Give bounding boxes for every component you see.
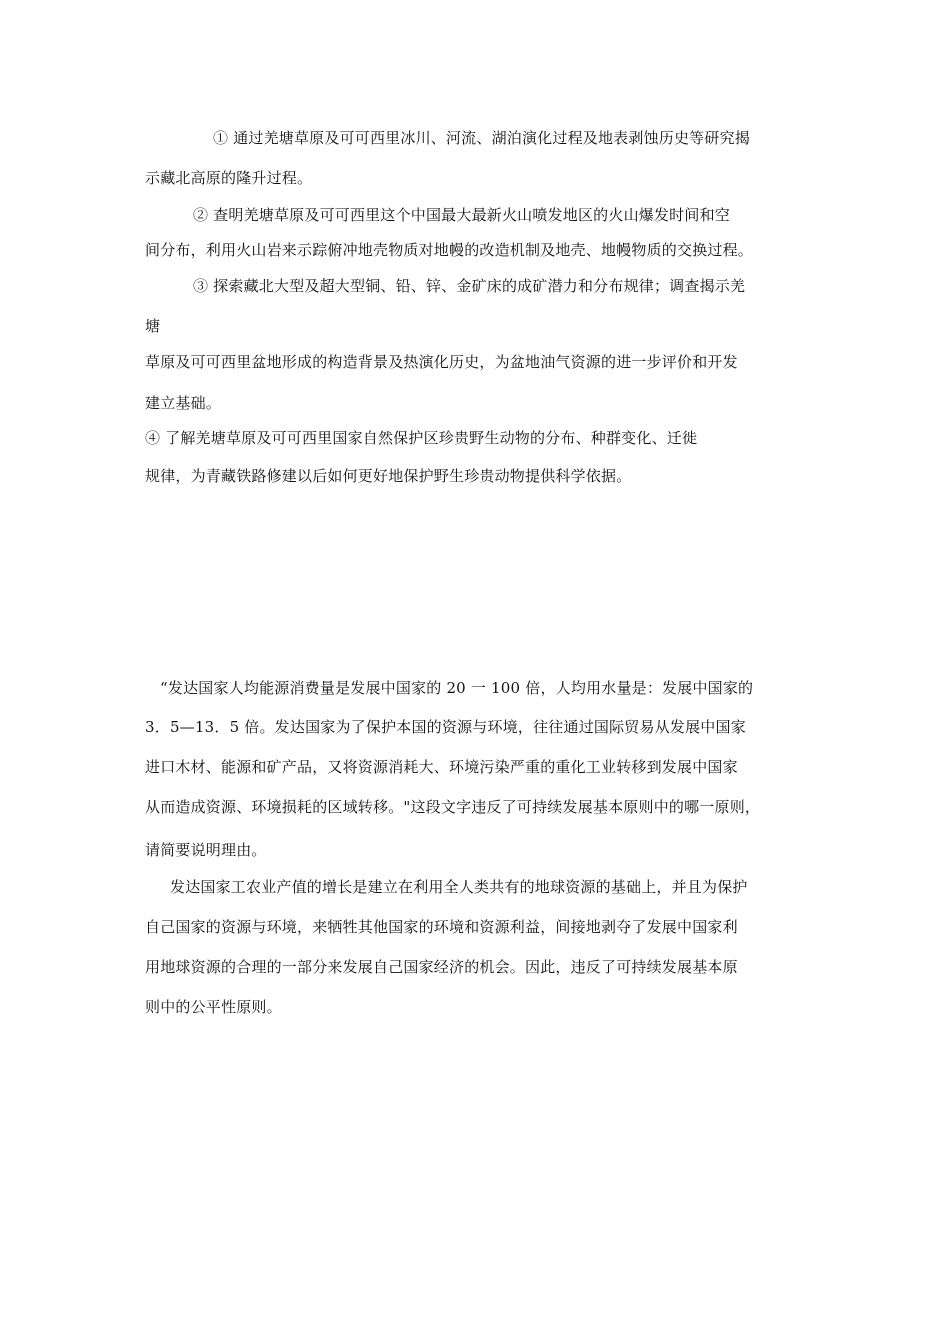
question-line3: 进口木材、能源和矿产品，又将资源消耗大、环境污染严重的重化工业转移到发展中国家 xyxy=(145,758,738,776)
item4-line2: 规律，为青藏铁路修建以后如何更好地保护野生珍贵动物提供科学依据。 xyxy=(145,467,632,485)
item1-line2: 示藏北高原的隆升过程。 xyxy=(145,169,313,187)
item3-line3: 草原及可可西里盆地形成的构造背景及热演化历史，为盆地油气资源的进一步评价和开发 xyxy=(145,353,738,371)
question-line2: 3．5—13．5 倍。发达国家为了保护本国的资源与环境，往往通过国际贸易从发展中国家 xyxy=(145,718,746,736)
answer-line4: 则中的公平性原则。 xyxy=(145,998,282,1016)
answer-line1: 发达国家工农业产值的增长是建立在利用全人类共有的地球资源的基础上，并且为保护 xyxy=(170,878,748,896)
item2-line2: 间分布，利用火山岩来示踪俯冲地壳物质对地幔的改造机制及地壳、地幔物质的交换过程。 xyxy=(145,241,754,259)
answer-line2: 自己国家的资源与环境，来牺牲其他国家的环境和资源利益，间接地剥夺了发展中国家利 xyxy=(145,918,738,936)
item3-line1: ③ 探索藏北大型及超大型铜、铅、锌、金矿床的成矿潜力和分布规律；调查揭示羌 xyxy=(193,277,746,295)
item3-line4: 建立基础。 xyxy=(145,394,222,412)
answer-line3: 用地球资源的合理的一部分来发展自己国家经济的机会。因此，违反了可持续发展基本原 xyxy=(145,958,738,976)
question-line5: 请简要说明理由。 xyxy=(145,841,267,859)
item1-line1: ① 通过羌塘草原及可可西里冰川、河流、湖泊演化过程及地表剥蚀历史等研究揭 xyxy=(213,129,750,147)
item3-line2: 塘 xyxy=(145,317,161,335)
item2-line1: ② 查明羌塘草原及可可西里这个中国最大最新火山喷发地区的火山爆发时间和空 xyxy=(193,206,730,224)
question-line1: “发达国家人均能源消费量是发展中国家的 20 一 100 倍，人均用水量是：发展中国家的 xyxy=(160,679,754,697)
item4-line1: ④ 了解羌塘草原及可可西里国家自然保护区珍贵野生动物的分布、种群变化、迁徙 xyxy=(145,429,698,447)
question-line4: 从而造成资源、环境损耗的区域转移。"这段文字违反了可持续发展基本原则中的哪一原则， xyxy=(145,798,761,816)
